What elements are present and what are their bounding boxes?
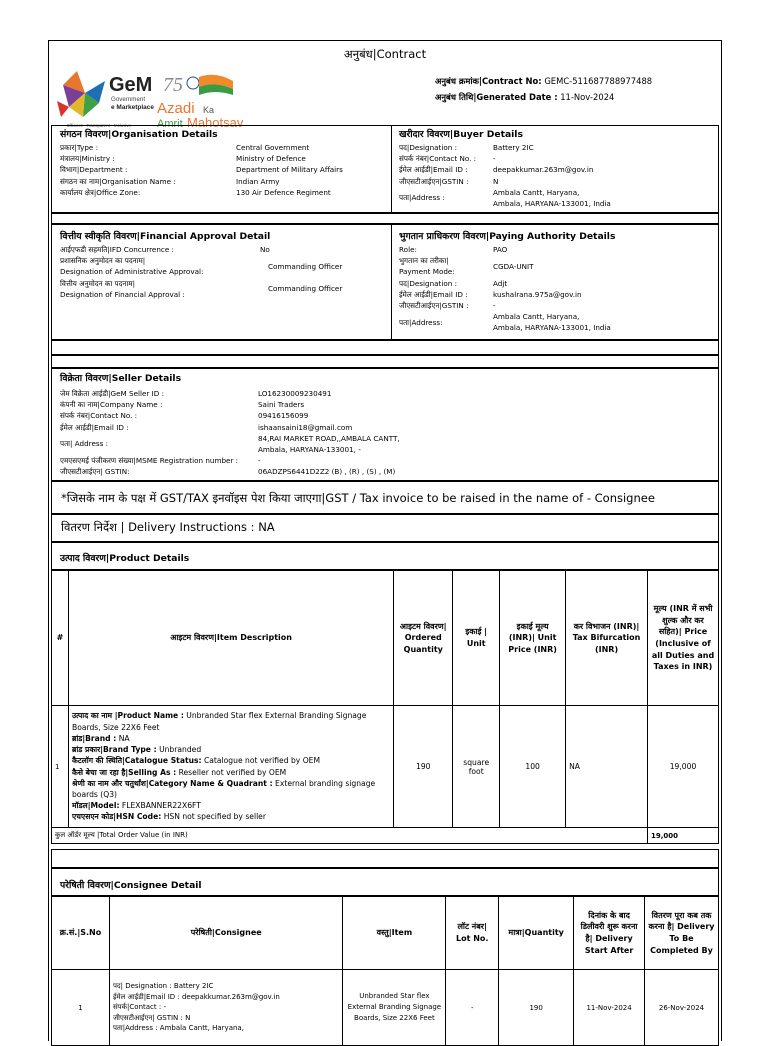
svg-text:Government: Government	[111, 96, 146, 103]
svg-text:Azadi: Azadi	[157, 100, 195, 117]
gst-note: *जिसके नाम के पक्ष में GST/TAX इनवॉइस पेश किया जाएगा|GST / Tax invoice to be raised in the name of - Consignee	[61, 491, 655, 505]
order-total-row: कुल ऑर्डर मूल्य |Total Order Value (in INR) 19,000	[52, 828, 719, 844]
generated-date: 11-Nov-2024	[560, 92, 615, 102]
col-tax: कर विभाजन (INR)| Tax Bifurcation (INR)	[566, 571, 648, 706]
product-title: उत्पाद विवरण|Product Details	[60, 553, 190, 564]
col-no: #	[52, 571, 69, 706]
financial-title: वित्तीय स्वीकृति विवरण|Financial Approval Detail	[60, 231, 271, 242]
svg-text:Ka: Ka	[203, 105, 215, 115]
consignee-details: पद| Designation : Battery 2IC ईमेल आईडी|Email ID : deepakkumar.263m@gov.in संपर्क|Contact : - जीएसटीआईएन| GSTIN : N पता|Address : Ambala Cantt, Haryana,	[109, 970, 343, 1046]
delivery-instructions: वितरण निर्देश | Delivery Instructions : NA	[61, 520, 275, 534]
contract-meta	[435, 73, 652, 105]
paying-details: Role: PAO भुगतान का तरीका| Payment Mode: CGDA-UNIT पद|Designation : Adjt ईमेल आईडी|Email ID : kushalrana.975a@gov.in जीएसटीआईएन|GSTIN : - पता|Address: Ambala Cantt, Haryana, Ambala, HARYANA-133001, India	[399, 245, 611, 333]
svg-text:GeM: GeM	[109, 74, 153, 96]
table-row: 1 उत्पाद का नाम |Product Name : Unbranded Star flex External Branding Signage Boards, Size 22X6 Feet ब्रांड|Brand : NA ब्रांड प्रकार|Brand Type : Unbranded कैटलॉग की स्थिति|Catalogue Status: Catalogue not verified by OEM कैसे बेचा जा रहा है|Selling As : Reseller not verified by OEM श्रेणी का नाम और चतुर्थांश|Category Name & Quadrant : External branding signage boards (Q3) मॉडल|Model: FLEXBANNER22X6FT एचएसएन कोड|HSN Code: HSN not specified by seller 190 square foot 100 NA 19,000	[52, 706, 719, 828]
col-unit: इकाई | Unit	[453, 571, 500, 706]
buyer-details: पद|Designation : Battery 2IC संपर्क नंबर|Contact No. : - ईमेल आईडी|Email ID : deepakkumar.263m@gov.in जीएसटीआईएन|GSTIN : N पता|Address : Ambala Cantt, Haryana, Ambala, HARYANA-133001, India	[399, 143, 611, 209]
col-total: मूल्य (INR में सभी शुल्क और कर सहित)| Price (Inclusive of all Duties and Taxes in INR)	[648, 571, 719, 706]
org-title: संगठन विवरण|Organisation Details	[60, 129, 218, 140]
generated-date-label: अनुबंध तिथि|Generated Date :	[435, 92, 558, 102]
contract-no-label: अनुबंध क्रमांक|Contract No:	[435, 76, 542, 86]
table-row: 1 पद| Designation : Battery 2IC ईमेल आईडी|Email ID : deepakkumar.263m@gov.in संपर्क|Contact : - जीएसटीआईएन| GSTIN : N पता|Address : Ambala Cantt, Haryana, Unbranded Star flex External Branding Signage Boards, Size 22X6 Feet - 190 11-Nov-2024 26-Nov-2024	[52, 970, 719, 1046]
svg-text:Mahotsav: Mahotsav	[187, 115, 244, 130]
col-desc: आइटम विवरण|Item Description	[68, 571, 393, 706]
org-details: प्रकार|Type : Central Government मंत्रालय|Ministry : Ministry of Defence विभाग|Department : Department of Military Affairs संगठन का नाम|Organisation Name : Indian Army कार्यालय क्षेत्र|Office Zone: 130 Air Defence Regiment	[60, 143, 343, 197]
seller-title: विक्रेता विवरण|Seller Details	[60, 373, 182, 384]
svg-text:Efficient • Transparent • Incl: Efficient • Transparent • Inclusive	[67, 123, 132, 128]
col-qty: आइटम विवरण| Ordered Quantity	[394, 571, 453, 706]
document-title: अनुबंध|Contract	[343, 47, 427, 61]
col-price: इकाई मूल्य (INR)| Unit Price (INR)	[500, 571, 566, 706]
paying-title: भुगतान प्राधिकरण विवरण|Paying Authority Details	[399, 231, 616, 242]
buyer-title: खरीदार विवरण|Buyer Details	[399, 129, 523, 140]
svg-text:75: 75	[163, 74, 183, 96]
consignee-title: परेषिती विवरण|Consignee Detail	[60, 880, 202, 891]
financial-details: आईएफडी सहमति|IFD Concurrence : No प्रशासनिक अनुमोदन का पदनाम| Designation of Administrative Approval: Commanding Officer वित्तीय अनुमोदन का पदनाम| Designation of Financial Approval : Commanding Officer	[60, 245, 343, 299]
svg-text:Amrit: Amrit	[157, 118, 183, 130]
item-description: उत्पाद का नाम |Product Name : Unbranded Star flex External Branding Signage Boards, Size 22X6 Feet ब्रांड|Brand : NA ब्रांड प्रकार|Brand Type : Unbranded कैटलॉग की स्थिति|Catalogue Status: Catalogue not verified by OEM कैसे बेचा जा रहा है|Selling As : Reseller not verified by OEM श्रेणी का नाम और चतुर्थांश|Category Name & Quadrant : External branding signage boards (Q3) मॉडल|Model: FLEXBANNER22X6FT एचएसएन कोड|HSN Code: HSN not specified by seller	[68, 706, 393, 828]
contract-no: GEMC-511687788977488	[544, 76, 653, 86]
product-table	[51, 570, 719, 844]
contract-document	[48, 40, 722, 1041]
consignee-table: क्र.सं.|S.No परेषिती|Consignee वस्तु|Item लॉट नंबर| Lot No. मात्रा|Quantity दिनांक के बाद डिलीवरी शुरू करना है| Delivery Start After वितरण पूरा कब तक करना है| Delivery To Be Completed By 1 पद| Designation : Battery 2IC ईमेल आईडी|Email ID : deepakkumar.263m@gov.in संपर्क|Contact : - जीएसटीआईएन| GSTIN : N पता|Address : Ambala Cantt, Haryana, Unbranded Star flex External Branding Signage Boards, Size 22X6 Feet - 190 11-Nov-2024 26-Nov-2024	[51, 896, 719, 1046]
seller-details: जेम विक्रेता आईडी|GeM Seller ID : LO16230009230491 कंपनी का नाम|Company Name : Saini Traders संपर्क नंबर|Contact No. : 09416156099 ईमेल आईडी|Email ID : ishaansaini18@gmail.com पता| Address : 84,RAI MARKET ROAD,,AMBALA CANTT, Ambala, HARYANA-133001, - एमएसएमई पंजीकरण संख्या|MSME Registration number : - जीएसटीआईएन| GSTIN: 06ADZPS6441D2Z2 (B) , (R) , (S) , (M)	[60, 389, 400, 477]
svg-text:e Marketplace: e Marketplace	[111, 104, 154, 111]
